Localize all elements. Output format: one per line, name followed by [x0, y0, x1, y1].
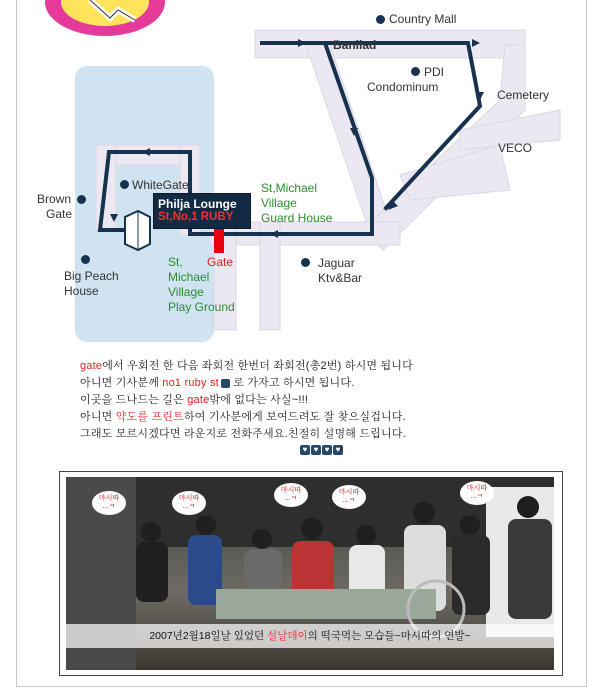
white-gate-label: WhiteGate: [132, 178, 189, 192]
big-peach-label-1: Big Peach: [64, 269, 119, 283]
speech-bubble: [274, 483, 308, 507]
event-photo-frame: [59, 471, 563, 676]
brown-gate-label-2: Gate: [46, 207, 73, 221]
direction-line-3: [80, 392, 540, 409]
bubble-text: ...ㅋ: [182, 503, 196, 510]
gate-word: gate: [187, 394, 210, 406]
direction-text: 아니면: [80, 411, 116, 423]
direction-text: 이곳을 드나드는 길은: [80, 394, 188, 406]
ruby-street-text: no1 ruby st: [162, 377, 219, 389]
heart-icon: [221, 379, 230, 388]
direction-text: 아니면 기사분께: [80, 377, 163, 389]
direction-text: 밖에 없다는 사실~!!!: [209, 394, 309, 406]
brown-gate-label-1: Brown: [37, 192, 72, 206]
bubble-text: 마시따: [466, 485, 488, 492]
heart-icon: ♥: [311, 445, 321, 455]
playground-label-3: Village: [168, 285, 204, 299]
pdi-label: PDI: [424, 65, 445, 79]
heart-icon: ♥: [300, 445, 310, 455]
brown-gate-marker: [77, 195, 86, 204]
heart-icon: ♥: [322, 445, 332, 455]
bubble-text: 마시따: [280, 487, 302, 494]
banilad-label: Banilad: [333, 38, 377, 52]
print-map-text: 약도를 프린트: [115, 411, 184, 423]
directions-text: [80, 358, 540, 443]
gate-marker: [214, 229, 224, 253]
speech-bubble: [460, 481, 494, 505]
big-peach-marker: [81, 255, 90, 264]
bubble-text: ...ㅋ: [470, 493, 484, 500]
bubble-text: 마시따: [98, 495, 120, 502]
lounge-label-box: [153, 193, 251, 229]
direction-line-1: [80, 358, 540, 375]
speech-bubble: [92, 491, 126, 515]
guard-house-label-2: Village: [261, 196, 297, 210]
lounge-subtitle: St,No,1 RUBY: [158, 211, 234, 223]
veco-label: VECO: [498, 141, 533, 155]
lounge-building-icon: [125, 211, 150, 250]
direction-text: 에서 우회전 한 다음 좌회전 한번더 좌회전(총2번) 하시면 됩니다: [102, 360, 413, 372]
jaguar-marker: [301, 258, 310, 267]
jaguar-label-1: Jaguar: [318, 256, 355, 270]
direction-line-4: [80, 409, 540, 426]
speech-bubble: [172, 491, 206, 515]
gate-label: Gate: [207, 255, 234, 269]
heart-icon: ♥: [333, 445, 343, 455]
lounge-name: Philja Lounge: [158, 197, 237, 211]
condominum-label: Condominum: [367, 80, 439, 94]
direction-line-5: 그래도 모르시겠다면 라운지로 전화주세요.친절히 설명해 드립니다.: [80, 428, 406, 440]
big-peach-label-2: House: [64, 284, 99, 298]
bubble-text: ...ㅋ: [102, 503, 116, 510]
white-gate-marker: [120, 180, 129, 189]
guard-house-label-1: St,Michael: [261, 181, 318, 195]
cemetery-label: Cemetery: [497, 88, 550, 102]
country-mall-marker: [376, 15, 385, 24]
speech-bubble: [332, 485, 366, 509]
bubble-text: 마시따: [178, 495, 200, 502]
bubble-text: ...ㅋ: [342, 497, 356, 504]
country-mall-label: Country Mall: [389, 12, 457, 26]
gate-word: gate: [80, 360, 103, 372]
pdi-marker: [411, 67, 420, 76]
playground-label-1: St,: [168, 255, 183, 269]
playground-label-2: Michael: [168, 270, 210, 284]
caption-text: 의 떡국먹는 모습들~마시따의 연발~: [307, 630, 471, 642]
direction-line-2: [80, 375, 540, 392]
jaguar-label-2: Ktv&Bar: [318, 271, 363, 285]
playground-label-4: Play Ground: [168, 300, 235, 314]
direction-text: 로 가자고 하시면 됩니다.: [229, 377, 355, 389]
event-photo: [66, 477, 554, 670]
caption-highlight: 설날데이: [267, 630, 308, 642]
heart-icons: [300, 444, 344, 455]
photo-caption: [66, 624, 554, 648]
bubble-text: 마시따: [338, 489, 360, 496]
guard-house-label-3: Guard House: [261, 211, 333, 225]
direction-text: 하여 기사분에게 보여드려도 잘 찾으실겁니다.: [183, 411, 406, 423]
bubble-text: ...ㅋ: [284, 495, 298, 502]
caption-text: 2007년2월18일날 있었던: [149, 630, 268, 642]
